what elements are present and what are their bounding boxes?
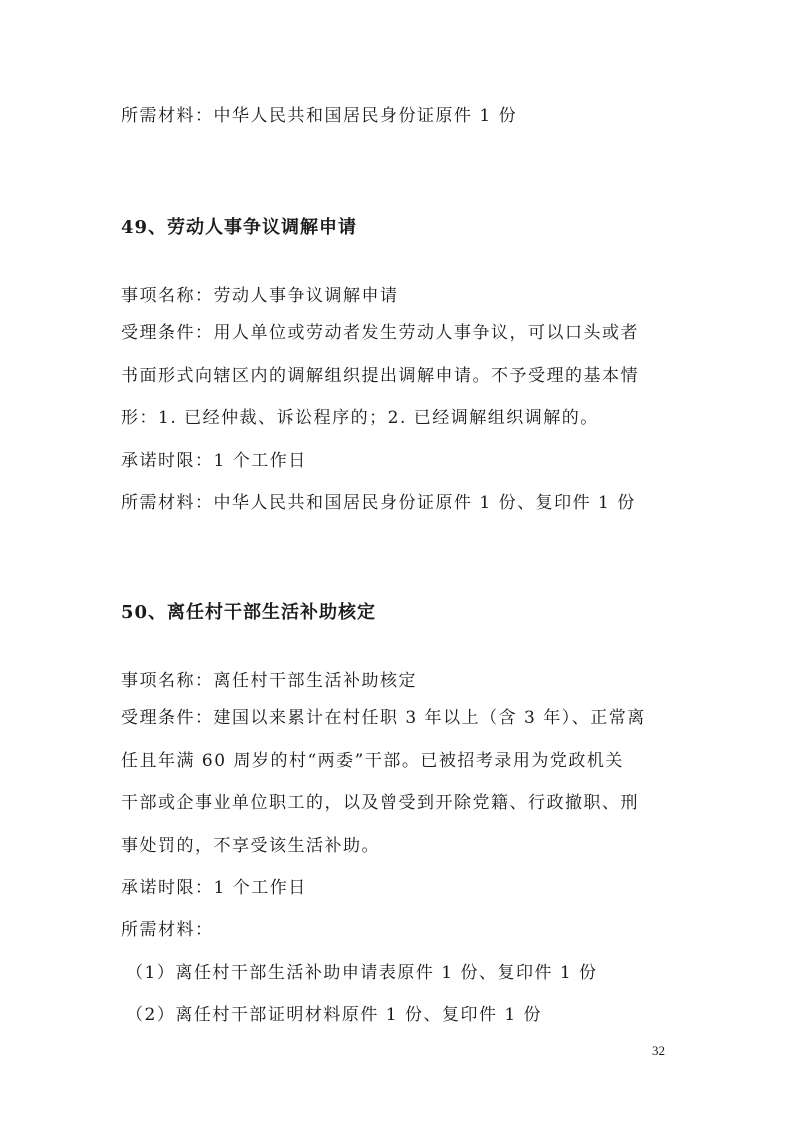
section-50-conditions-line-3: 干部或企事业单位职工的，以及曾受到开除党籍、行政撤职、刑 <box>121 793 639 813</box>
section-49-time-limit: 承诺时限：1 个工作日 <box>121 451 307 471</box>
section-50-heading: 50、离任村干部生活补助核定 <box>121 602 377 623</box>
section-50-conditions-line-1: 受理条件：建国以来累计在村任职 3 年以上（含 3 年）、正常离 <box>121 708 646 728</box>
section-50-materials-label: 所需材料： <box>121 920 214 940</box>
top-materials: 所需材料：中华人民共和国居民身份证原件 1 份 <box>121 106 518 126</box>
section-50-item-name: 事项名称：离任村干部生活补助核定 <box>121 671 417 691</box>
section-49-materials: 所需材料：中华人民共和国居民身份证原件 1 份、复印件 1 份 <box>121 493 636 513</box>
section-50-conditions-line-2: 任且年满 60 周岁的村“两委”干部。已被招考录用为党政机关 <box>121 751 624 771</box>
section-50-time-limit: 承诺时限：1 个工作日 <box>121 878 307 898</box>
section-49-heading: 49、劳动人事争议调解申请 <box>121 217 358 238</box>
section-49-conditions-line-1: 受理条件：用人单位或劳动者发生劳动人事争议，可以口头或者 <box>121 323 639 343</box>
section-49-conditions-line-3: 形：1. 已经仲裁、诉讼程序的；2. 已经调解组织调解的。 <box>121 408 599 428</box>
section-49-conditions-line-2: 书面形式向辖区内的调解组织提出调解申请。不予受理的基本情 <box>121 366 639 386</box>
page-number: 32 <box>652 1043 665 1058</box>
section-49-item-name: 事项名称：劳动人事争议调解申请 <box>121 286 399 306</box>
section-50-conditions-line-4: 事处罚的，不享受该生活补助。 <box>121 836 380 856</box>
section-50-material-item-2: （2）离任村干部证明材料原件 1 份、复印件 1 份 <box>126 1005 543 1025</box>
section-50-material-item-1: （1）离任村干部生活补助申请表原件 1 份、复印件 1 份 <box>126 963 598 983</box>
